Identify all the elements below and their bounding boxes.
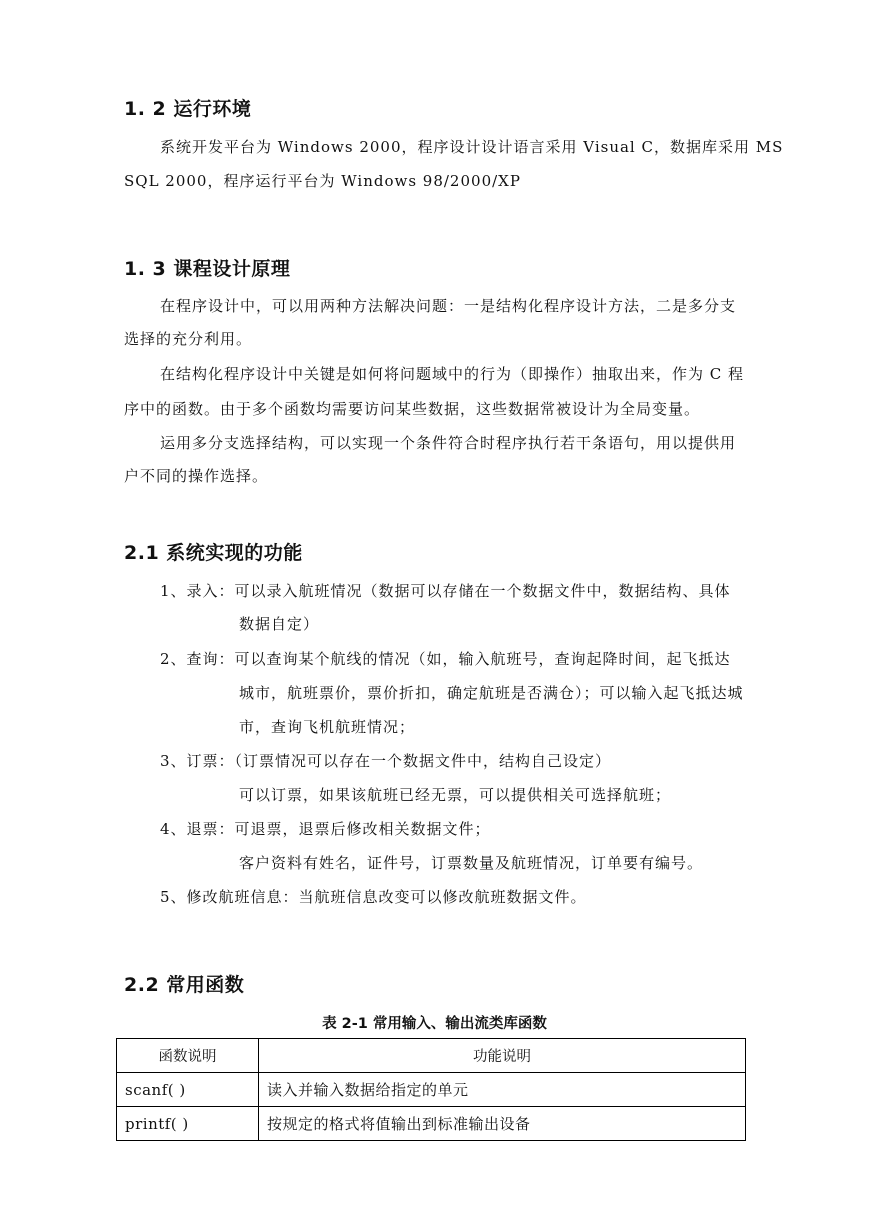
list-item: 2、查询：可以查询某个航线的情况（如，输入航班号，查询起降时间，起飞抵达 bbox=[160, 650, 731, 668]
table-cell: scanf( ) bbox=[117, 1073, 259, 1107]
table-cell: 按规定的格式将值输出到标准输出设备 bbox=[259, 1107, 746, 1141]
paragraph-line: 系统开发平台为 Windows 2000，程序设计设计语言采用 Visual C，数据库采用 MS bbox=[160, 138, 784, 156]
list-item-continuation: 市，查询飞机航班情况； bbox=[239, 718, 416, 736]
list-item: 3、订票：（订票情况可以存在一个数据文件中，结构自己设定） bbox=[160, 752, 612, 770]
section-heading-2-2: 2.2 常用函数 bbox=[124, 974, 245, 996]
list-item-continuation: 城市，航班票价，票价折扣，确定航班是否满仓）；可以输入起飞抵达城 bbox=[239, 684, 744, 702]
paragraph-line: 户不同的操作选择。 bbox=[124, 467, 269, 485]
list-item: 1、录入：可以录入航班情况（数据可以存储在一个数据文件中，数据结构、具体 bbox=[160, 582, 731, 600]
list-item: 5、修改航班信息：当航班信息改变可以修改航班数据文件。 bbox=[160, 888, 587, 906]
table-cell: printf( ) bbox=[117, 1107, 259, 1141]
table-cell: 读入并输入数据给指定的单元 bbox=[259, 1073, 746, 1107]
list-item-continuation: 客户资料有姓名，证件号，订票数量及航班情况，订单要有编号。 bbox=[239, 854, 704, 872]
table-row bbox=[117, 1107, 746, 1141]
paragraph-line: 运用多分支选择结构，可以实现一个条件符合时程序执行若干条语句，用以提供用 bbox=[160, 434, 737, 452]
list-item-continuation: 可以订票，如果该航班已经无票，可以提供相关可选择航班； bbox=[239, 786, 672, 804]
section-heading-1-3: 1. 3 课程设计原理 bbox=[124, 258, 291, 280]
paragraph-line: 在结构化程序设计中关键是如何将问题域中的行为（即操作）抽取出来，作为 C 程 bbox=[160, 365, 745, 383]
table-row bbox=[117, 1073, 746, 1107]
section-heading-1-2: 1. 2 运行环境 bbox=[124, 98, 252, 120]
column-header: 功能说明 bbox=[259, 1039, 746, 1073]
column-header: 函数说明 bbox=[117, 1039, 259, 1073]
paragraph-line: 选择的充分利用。 bbox=[124, 330, 253, 348]
paragraph-line: 序中的函数。由于多个函数均需要访问某些数据，这些数据常被设计为全局变量。 bbox=[124, 400, 701, 418]
functions-table bbox=[116, 1038, 746, 1141]
paragraph-line: 在程序设计中，可以用两种方法解决问题：一是结构化程序设计方法，二是多分支 bbox=[160, 297, 737, 315]
list-item: 4、退票：可退票，退票后修改相关数据文件； bbox=[160, 820, 491, 838]
section-heading-2-1: 2.1 系统实现的功能 bbox=[124, 542, 303, 564]
paragraph-line: SQL 2000，程序运行平台为 Windows 98/2000/XP bbox=[124, 172, 521, 190]
table-caption: 表 2-1 常用输入、输出流类库函数 bbox=[322, 1016, 547, 1032]
table-header-row bbox=[117, 1039, 746, 1073]
list-item-continuation: 数据自定） bbox=[239, 615, 320, 633]
